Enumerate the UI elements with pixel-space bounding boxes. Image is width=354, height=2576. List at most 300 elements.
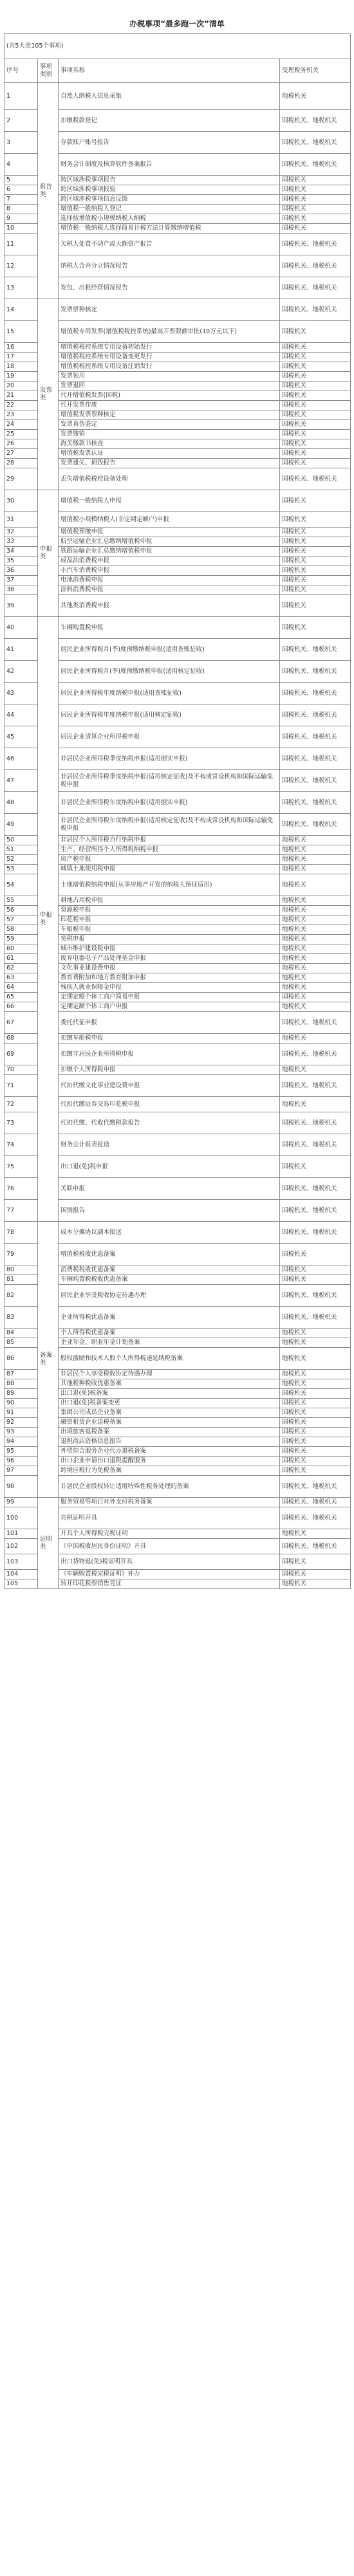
agency-cell: 国税机关 [280,176,351,185]
agency-cell: 国税机关 [280,224,351,234]
table-row [5,490,351,512]
item-name: 代扣代缴、代收代缴税款报告 [59,1112,280,1134]
agency-cell: 国税机关、地税机关 [280,704,351,726]
row-number: 61 [5,954,38,964]
agency-cell: 国税机关 [280,372,351,382]
row-number: 4 [5,154,38,176]
item-name: 扣缴非居民企业所得税申报 [59,1044,280,1065]
agency-cell: 国税机关 [280,576,351,585]
agency-cell: 国税机关、地税机关 [280,1178,351,1200]
row-number: 91 [5,1408,38,1418]
item-name: 其他类消费税申报 [59,595,280,617]
agency-cell: 国税机关、地税机关 [280,468,351,490]
item-name: 跨区域涉税事项报验 [59,185,280,195]
row-number: 71 [5,1075,38,1097]
agency-cell: 地税机关 [280,874,351,896]
item-name: 发票真伪鉴定 [59,420,280,430]
item-name: 非居民企业所得税季度纳税申报(适用据实申报) [59,748,280,770]
agency-cell: 国税机关、地税机关 [280,1539,351,1554]
row-number: 94 [5,1437,38,1447]
item-name: 文化事业建设费申报 [59,964,280,973]
agency-cell: 国税机关 [280,528,351,537]
header-agency: 受理税务机关 [280,59,351,83]
row-number: 56 [5,906,38,915]
agency-cell: 国税机关 [280,585,351,595]
item-name: 出口退(免)税备案变更 [59,1399,280,1408]
row-number: 65 [5,993,38,1002]
agency-cell: 地税机关 [280,1579,351,1589]
row-number: 43 [5,683,38,704]
agency-cell: 地税机关 [280,906,351,915]
item-name: 增值税税控系统专用设备变更发行 [59,353,280,362]
row-number: 9 [5,214,38,224]
agency-cell: 国税机关 [280,1244,351,1265]
item-name: 发票缴销 [59,430,280,439]
agency-cell: 国税机关、地税机关 [280,1307,351,1329]
row-number: 90 [5,1399,38,1408]
agency-cell: 国税机关、地税机关 [280,770,351,792]
item-name: 发票遗失、损毁报告 [59,459,280,468]
table-row [5,617,351,639]
row-number: 96 [5,1457,38,1466]
agency-cell: 国税机关 [280,391,351,401]
agency-cell: 国税机关 [280,1447,351,1457]
item-name: 跨区域涉税事项报告 [59,176,280,185]
row-number: 32 [5,528,38,537]
row-number: 89 [5,1389,38,1399]
agency-cell: 国税机关 [280,195,351,205]
item-name: 选择按增值税小规模纳税人纳税 [59,214,280,224]
item-name: 车船税申报 [59,925,280,935]
item-name: 车辆购置税税收优惠备案 [59,1275,280,1285]
item-name: 增值税发票认证 [59,449,280,459]
row-number: 105 [5,1579,38,1589]
row-number: 39 [5,595,38,617]
agency-cell: 国税机关 [280,1265,351,1275]
row-number: 49 [5,814,38,836]
agency-cell: 国税机关、地税机关 [280,1075,351,1097]
agency-cell: 地税机关 [280,1338,351,1348]
item-name: 增值税税收优惠备案 [59,1244,280,1265]
agency-cell: 国税机关、地税机关 [280,1134,351,1156]
agency-cell: 国税机关 [280,1457,351,1466]
agency-cell: 国税机关、地税机关 [280,639,351,661]
agency-cell: 国税机关、地税机关 [280,726,351,748]
row-number: 14 [5,299,38,321]
agency-cell: 国税机关、地税机关 [280,132,351,154]
agency-cell: 国税机关 [280,1275,351,1285]
item-name: 定期定额个体工商户简易申报 [59,993,280,1002]
row-number: 26 [5,439,38,449]
agency-cell: 地税机关 [280,836,351,845]
agency-cell: 国税机关 [280,353,351,362]
row-number: 98 [5,1476,38,1498]
item-name: 小汽车消费税申报 [59,566,280,576]
agency-cell: 国税机关、地税机关 [280,1476,351,1498]
row-number: 21 [5,391,38,401]
agency-cell: 国税机关 [280,512,351,528]
header-num: 序号 [5,59,38,83]
item-name: 城镇土地使用税申报 [59,865,280,874]
agency-cell: 地税机关 [280,983,351,993]
item-name: 服务贸易等项目对外支付税务备案 [59,1498,280,1507]
row-number: 15 [5,321,38,343]
row-number: 70 [5,1065,38,1075]
agency-cell: 国税机关 [280,595,351,617]
agency-cell: 地税机关 [280,1329,351,1338]
agency-cell: 国税机关、地税机关 [280,1507,351,1529]
agency-cell: 地税机关 [280,973,351,983]
category-cell: 报告类 [38,83,59,299]
item-name: 国别报告 [59,1200,280,1222]
row-number: 104 [5,1570,38,1579]
row-number: 6 [5,185,38,195]
item-name: 居民企业所得税月(季)度预缴纳税申报(适用核定征收) [59,661,280,683]
item-name: 印花税申报 [59,915,280,925]
agency-cell: 国税机关 [280,547,351,557]
row-number: 20 [5,382,38,391]
item-name: 纳税人合并分立情况报告 [59,255,280,277]
agency-cell: 地税机关 [280,1348,351,1370]
row-number: 68 [5,1034,38,1044]
agency-cell: 国税机关 [280,537,351,547]
item-name: 完税证明开具 [59,1507,280,1529]
row-number: 60 [5,944,38,954]
row-number: 17 [5,353,38,362]
item-name: 转开印花税票销售凭证 [59,1579,280,1589]
agency-cell: 国税机关 [280,401,351,410]
agency-cell: 国税机关、地税机关 [280,110,351,132]
item-name: 融资租赁企业退税备案 [59,1418,280,1428]
header-row [5,59,351,83]
item-name: 非居民企业所得税季度纳税申报(适用核定征收)及不构成常设机构和国际运输免税申报 [59,770,280,792]
header-category: 事项类别 [38,59,59,83]
row-number: 88 [5,1379,38,1389]
row-number: 36 [5,566,38,576]
row-number: 66 [5,1002,38,1012]
row-number: 57 [5,915,38,925]
agency-cell: 国税机关 [280,439,351,449]
item-name: 资源税申报 [59,906,280,915]
item-list-table [4,33,351,1589]
agency-cell: 国税机关 [280,1466,351,1476]
agency-cell: 国税机关、地税机关 [280,277,351,299]
row-number: 76 [5,1178,38,1200]
row-number: 16 [5,343,38,353]
row-number: 47 [5,770,38,792]
row-number: 84 [5,1329,38,1338]
row-number: 10 [5,224,38,234]
item-name: 耕地占用税申报 [59,896,280,906]
item-name: 扣缴个人所得税申报 [59,1065,280,1075]
agency-cell: 国税机关、地税机关 [280,255,351,277]
item-name: 财务会计制度及核算软件备案报告 [59,154,280,176]
row-number: 62 [5,964,38,973]
agency-cell: 国税机关 [280,185,351,195]
item-name: 非居民个人享受税收协定待遇办理 [59,1370,280,1379]
agency-cell: 国税机关、地税机关 [280,683,351,704]
row-number: 18 [5,362,38,372]
row-number: 69 [5,1044,38,1065]
agency-cell: 地税机关 [280,845,351,855]
agency-cell: 地税机关 [280,83,351,110]
agency-cell: 国税机关 [280,343,351,353]
row-number: 81 [5,1275,38,1285]
agency-cell: 国税机关 [280,993,351,1002]
agency-cell: 国税机关 [280,1570,351,1579]
row-number: 7 [5,195,38,205]
category-cell: 申报类 [38,617,59,1222]
item-name: 出口企业申请出口退税提醒服务 [59,1457,280,1466]
row-number: 53 [5,865,38,874]
item-name: 航空运输企业汇总缴纳增值税申报 [59,537,280,547]
row-number: 25 [5,430,38,439]
agency-cell: 国税机关 [280,1554,351,1570]
row-number: 27 [5,449,38,459]
item-name: 增值税小规模纳税人(非定期定额户)申报 [59,512,280,528]
row-number: 87 [5,1370,38,1379]
item-name: 成本分摊协议副本报送 [59,1222,280,1244]
item-name: 出口退(免)税申报 [59,1156,280,1178]
agency-cell: 国税机关 [280,1408,351,1418]
row-number: 5 [5,176,38,185]
agency-cell: 国税机关、地税机关 [280,1498,351,1507]
item-name: 丢失增值税税控设备处理 [59,468,280,490]
item-name: 废弃电器电子产品处理基金申报 [59,954,280,964]
item-name: 非居民个人所得税自行纳税申报 [59,836,280,845]
row-number: 79 [5,1244,38,1265]
item-name: 增值税预缴申报 [59,528,280,537]
row-number: 55 [5,896,38,906]
row-number: 92 [5,1418,38,1428]
row-number: 46 [5,748,38,770]
item-name: 集团公司成员企业备案 [59,1408,280,1418]
agency-cell: 国税机关、地税机关 [280,1012,351,1034]
item-name: 自然人纳税人信息采集 [59,83,280,110]
item-name: 企业所得税优惠备案 [59,1307,280,1329]
agency-cell: 国税机关 [280,490,351,512]
item-name: 定期定额个体工商户申报 [59,1002,280,1012]
item-name: 消费税税收优惠备案 [59,1265,280,1275]
row-number: 23 [5,410,38,420]
row-number: 63 [5,973,38,983]
agency-cell: 国税机关 [280,430,351,439]
row-number: 28 [5,459,38,468]
item-name: 个人所得税优惠备案 [59,1329,280,1338]
agency-cell: 国税机关、地税机关 [280,792,351,814]
item-name: 居民企业所得税月(季)度预缴纳税申报(适用查账征收) [59,639,280,661]
item-name: 欠税人处置不动产或大额资产报告 [59,234,280,255]
agency-cell: 国税机关、地税机关 [280,661,351,683]
agency-cell: 国税机关 [280,382,351,391]
item-name: 土地增值税纳税申报(从事房地产开发的纳税人预征适用) [59,874,280,896]
agency-cell: 国税机关、地税机关 [280,1285,351,1307]
row-number: 86 [5,1348,38,1370]
item-name: 外贸综合服务企业代办退税备案 [59,1447,280,1457]
row-number: 100 [5,1507,38,1529]
row-number: 80 [5,1265,38,1275]
note-row [5,34,351,59]
row-number: 8 [5,205,38,214]
category-cell: 发票类 [38,299,59,490]
item-name: 跨境应税行为免税备案 [59,1466,280,1476]
row-number: 35 [5,557,38,566]
row-number: 45 [5,726,38,748]
row-number: 82 [5,1285,38,1307]
item-name: 契税申报 [59,935,280,944]
agency-cell: 国税机关、地税机关 [280,748,351,770]
row-number: 73 [5,1112,38,1134]
row-number: 41 [5,639,38,661]
item-name: 生产、经营所得个人所得税纳税申报 [59,845,280,855]
category-cell: 申报类 [38,490,59,617]
item-name: 委托代征申报 [59,1012,280,1034]
row-number: 50 [5,836,38,845]
item-name: 居民企业享受税收协定待遇办理 [59,1285,280,1307]
row-number: 1 [5,83,38,110]
item-name: 海关缴款书核查 [59,439,280,449]
row-number: 51 [5,845,38,855]
agency-cell: 国税机关 [280,459,351,468]
item-name: 发票退回 [59,382,280,391]
agency-cell: 国税机关、地税机关 [280,1112,351,1134]
agency-cell: 地税机关 [280,1065,351,1075]
item-name: 退税商店资格信息报告 [59,1437,280,1447]
agency-cell: 国税机关 [280,449,351,459]
row-number: 13 [5,277,38,299]
row-number: 93 [5,1428,38,1437]
row-number: 97 [5,1466,38,1476]
row-number: 31 [5,512,38,528]
item-name: 增值税税控系统专用设备初始发行 [59,343,280,353]
item-name: 其他税种税收优惠备案 [59,1379,280,1389]
row-number: 67 [5,1012,38,1034]
item-name: 扣缴税款登记 [59,110,280,132]
agency-cell: 国税机关、地税机关 [280,1200,351,1222]
row-number: 48 [5,792,38,814]
row-number: 33 [5,537,38,547]
item-name: 城市维护建设税申报 [59,944,280,954]
item-name: 开具个人所得税完税证明 [59,1529,280,1539]
item-name: 涂料消费税申报 [59,585,280,595]
item-name: 出口货物退(免)税证明开具 [59,1554,280,1570]
table-row [5,83,351,110]
row-number: 85 [5,1338,38,1348]
item-name: 关联申报 [59,1178,280,1200]
item-name: 增值税一般纳税人登记 [59,205,280,214]
row-number: 103 [5,1554,38,1570]
row-number: 30 [5,490,38,512]
row-number: 44 [5,704,38,726]
item-name: 铁路运输企业汇总缴纳增值税申报 [59,547,280,557]
document-title: 办税事项“最多跑一次”清单 [129,19,225,28]
row-number: 19 [5,372,38,382]
agency-cell: 地税机关 [280,1034,351,1044]
item-name: 发票领用 [59,372,280,382]
agency-cell: 国税机关 [280,1399,351,1408]
row-number: 22 [5,401,38,410]
row-number: 42 [5,661,38,683]
agency-cell: 国税机关 [280,1418,351,1428]
agency-cell: 地税机关 [280,865,351,874]
item-name: 代开增值税发票(国税) [59,391,280,401]
item-name: 教育费附加和地方教育附加申报 [59,973,280,983]
agency-cell: 地税机关 [280,935,351,944]
item-name: 增值税一般纳税人申报 [59,490,280,512]
item-name: 扣缴车船税申报 [59,1034,280,1044]
row-number: 99 [5,1498,38,1507]
item-name: 代扣代缴文化事业建设费申报 [59,1075,280,1097]
row-number: 72 [5,1097,38,1112]
category-cell: 证明类 [38,1498,59,1589]
agency-cell: 国税机关 [280,1389,351,1399]
agency-cell: 地税机关 [280,855,351,865]
row-number: 59 [5,935,38,944]
item-name: 企业年金、职业年金计划备案 [59,1338,280,1348]
item-name: 居民企业所得税年度纳税申报(适用查账征收) [59,683,280,704]
row-number: 52 [5,855,38,865]
agency-cell: 国税机关 [280,362,351,372]
item-name: 《中国税收居民身份证明》开具 [59,1539,280,1554]
item-name: 代开发票作废 [59,401,280,410]
row-number: 34 [5,547,38,557]
agency-cell: 国税机关、地税机关 [280,299,351,321]
agency-cell: 地税机关 [280,1002,351,1012]
agency-cell: 国税机关、地税机关 [280,814,351,836]
agency-cell: 地税机关 [280,964,351,973]
item-name: 非居民企业所得税年度纳税申报(适用核定征收)及不构成常设机构和国际运输免税申报 [59,814,280,836]
item-name: 增值税发票票种核定 [59,410,280,420]
table-row [5,1222,351,1244]
row-number: 11 [5,234,38,255]
item-name: 居民企业所得税年度纳税申报(适用核定征收) [59,704,280,726]
row-number: 54 [5,874,38,896]
agency-cell: 国税机关 [280,557,351,566]
agency-cell: 国税机关 [280,1156,351,1178]
item-name: 跨区域涉税事项信息反馈 [59,195,280,205]
row-number: 37 [5,576,38,585]
category-cell: 备案类 [38,1222,59,1498]
item-name: 增值税税控系统专用设备注销发行 [59,362,280,372]
row-number: 83 [5,1307,38,1329]
agency-cell: 国税机关 [280,214,351,224]
agency-cell: 地税机关 [280,954,351,964]
agency-cell: 地税机关 [280,896,351,906]
agency-cell: 国税机关、地税机关 [280,1222,351,1244]
agency-cell: 国税机关 [280,566,351,576]
table-row [5,1498,351,1507]
agency-cell: 国税机关 [280,420,351,430]
item-name: 成品油消费税申报 [59,557,280,566]
item-name: 存款账户账号报告 [59,132,280,154]
item-name: 电池消费税申报 [59,576,280,585]
item-name: 居民企业清算企业所得税申报 [59,726,280,748]
agency-cell: 国税机关、地税机关 [280,1044,351,1065]
item-name: 发包、出租经营情况报告 [59,277,280,299]
row-number: 58 [5,925,38,935]
item-name: 出境旅客退税备案 [59,1428,280,1437]
item-name: 股权激励和技术入股个人所得税递延纳税备案 [59,1348,280,1370]
item-name: 车辆购置税申报 [59,617,280,639]
row-number: 95 [5,1447,38,1457]
item-name: 非居民企业股权转让适用特殊性税务处理的备案 [59,1476,280,1498]
row-number: 102 [5,1539,38,1554]
agency-cell: 地税机关 [280,944,351,954]
table-row [5,299,351,321]
row-number: 12 [5,255,38,277]
agency-cell: 地税机关 [280,1370,351,1379]
agency-cell: 国税机关 [280,205,351,214]
